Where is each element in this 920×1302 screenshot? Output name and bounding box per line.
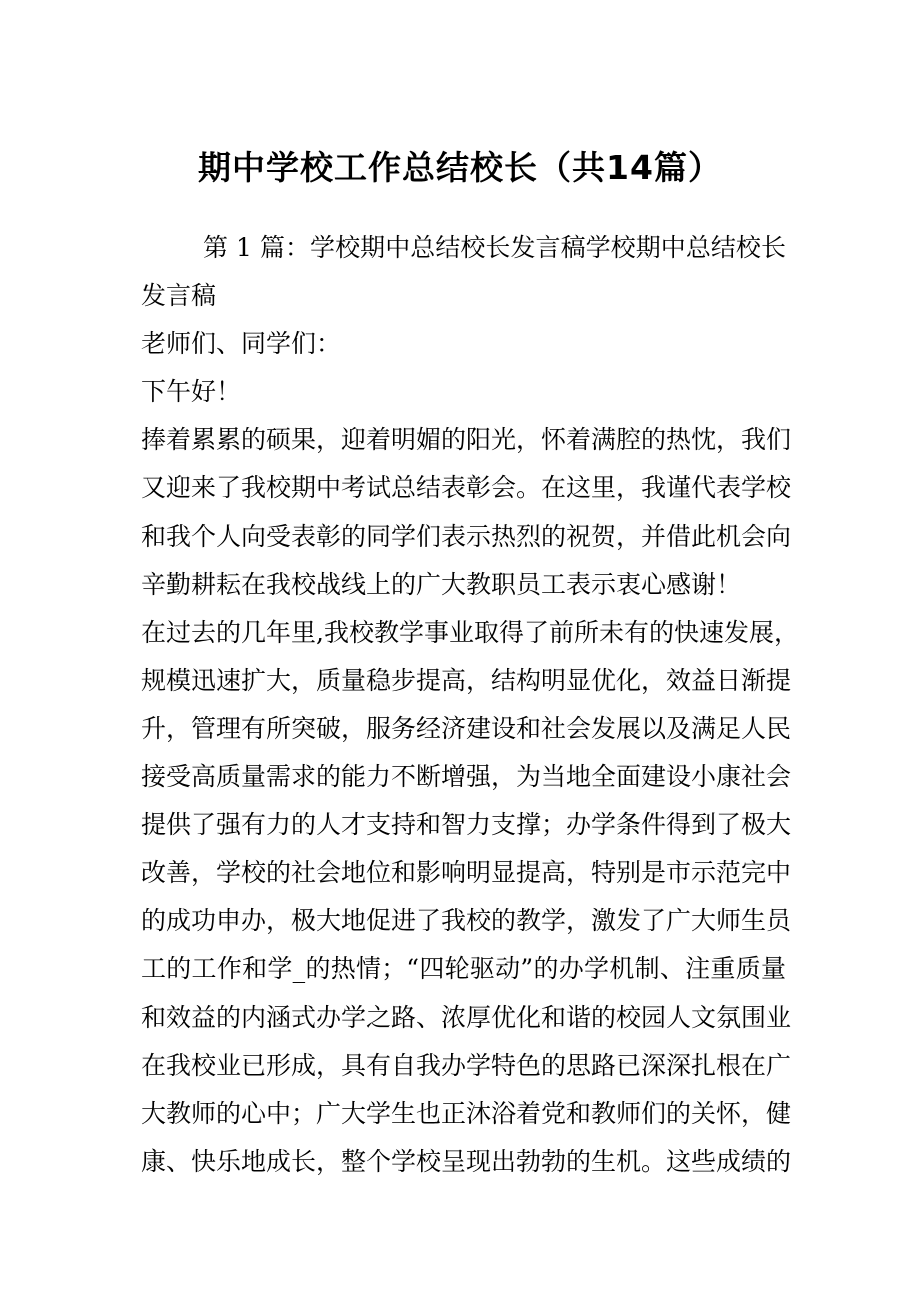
document-title: 期中学校工作总结校长（共14篇） <box>198 148 722 187</box>
body-line: 的成功申办，极大地促进了我校的教学，激发了广大师生员 <box>141 906 792 936</box>
document-body <box>141 224 799 1186</box>
body-line: 下午好！ <box>141 377 242 407</box>
body-line: 辛勤耕耘在我校战线上的广大教职员工表示衷心感谢！ <box>141 569 742 599</box>
body-line: 大教师的心中；广大学生也正沐浴着党和教师们的关怀，健 <box>141 1098 792 1128</box>
body-line: 改善，学校的社会地位和影响明显提高，特别是市示范完中 <box>141 858 792 888</box>
body-line: 在过去的几年里,我校教学事业取得了前所未有的快速发展， <box>141 617 799 647</box>
body-line: 升，管理有所突破，服务经济建设和社会发展以及满足人民 <box>141 713 792 743</box>
body-line: 第 1 篇：学校期中总结校长发言稿学校期中总结校长 <box>203 233 786 262</box>
body-line: 在我校业已形成，具有自我办学特色的思路已深深扎根在广 <box>141 1050 792 1080</box>
body-line: 捧着累累的硕果，迎着明媚的阳光，怀着满腔的热忱，我们 <box>141 425 792 455</box>
body-line: 规模迅速扩大，质量稳步提高，结构明显优化，效益日渐提 <box>141 665 792 695</box>
body-line: 发言稿 <box>141 281 217 311</box>
body-line: 和效益的内涵式办学之路、浓厚优化和谐的校园人文氛围业 <box>141 1002 792 1032</box>
body-line: 又迎来了我校期中考试总结表彰会。在这里，我谨代表学校 <box>141 473 792 503</box>
body-line: 提供了强有力的人才支持和智力支撑；办学条件得到了极大 <box>141 810 792 840</box>
body-line: 接受高质量需求的能力不断增强，为当地全面建设小康社会 <box>141 762 792 792</box>
body-line: 老师们、同学们： <box>141 329 342 359</box>
body-line: 工的工作和学_的热情；“四轮驱动”的办学机制、注重质量 <box>141 954 786 984</box>
body-line: 和我个人向受表彰的同学们表示热烈的祝贺，并借此机会向 <box>141 521 792 551</box>
body-line: 康、快乐地成长，整个学校呈现出勃勃的生机。这些成绩的 <box>141 1146 792 1176</box>
